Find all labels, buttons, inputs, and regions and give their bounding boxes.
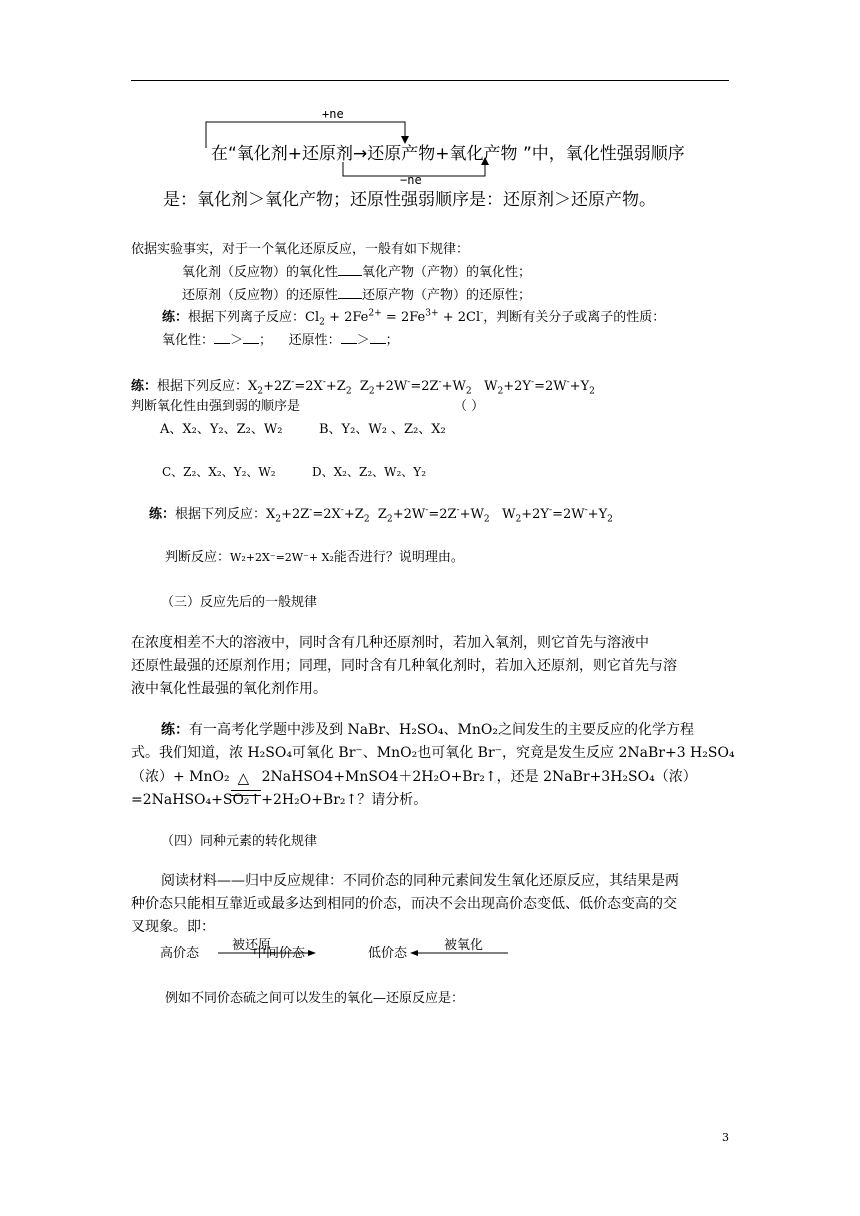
exercise-4-line-4: =2NaHSO₄+SO₂↑+2H₂O+Br₂↑？请分析。 (131, 792, 428, 808)
judge-suffix: 能否进行？说明理由。 (333, 550, 464, 565)
rule-b-post: 还原产物（产物）的还原性； (362, 288, 532, 303)
diagram-bottom-label: −ne (400, 173, 422, 187)
semicolon: ； (259, 333, 273, 348)
oxidizing-label: 氧化性： (162, 333, 215, 348)
exercise-2: 练：根据下列反应：$X_2+2Z^-=2X^-+Z_2$ $Z_2+2W^-=2Z^-+W_2$ $W_2+2Y^-=2W^-+Y_2$ (131, 377, 595, 397)
option-d: D、X₂、Z₂、W₂、Y₂ (312, 465, 427, 479)
exercise-label: 练： (161, 722, 189, 738)
reducing-label: 还原性： (288, 333, 341, 348)
high-valence-label: 高价态 (160, 946, 200, 961)
oxidized-label: 被氧化 (444, 938, 484, 953)
exercise-4-line-2: 式。我们知道，浓 H₂SO₄可氧化 Br⁻、MnO₂也可氧化 Br⁻，究竟是发生反应 2NaBr+3 H₂SO₄ (131, 745, 735, 761)
diagram-top-label: +ne (322, 107, 344, 121)
exercise-label: 练： (131, 379, 158, 394)
page-number: 3 (722, 1131, 729, 1144)
exercise-3: 练：根据下列反应：$X_2+2Z^-=2X^-+Z_2$ $Z_2+2W^-=2Z^-+W_2$ $W_2+2Y^-=2W^-+Y_2$ (149, 505, 613, 525)
section-3-line-2: 还原性最强的还原剂作用；同理，同时含有几种氧化剂时，若加入还原剂，则它首先与溶 (131, 658, 677, 674)
judge-equation: W₂+2X⁻=2W⁻+ X₂ (230, 551, 334, 564)
semicolon: ； (385, 333, 399, 348)
section-4-line-2: 种价态只能相互靠近或最多达到相同的价态，而决不会出现高价态变低、低价态变高的交 (131, 896, 677, 912)
gt-sign: ＞ (356, 333, 370, 348)
exercise-label: 练： (162, 310, 189, 325)
section-4-example: 例如不同价态硫之间可以发生的氧化—还原反应是： (165, 991, 465, 1006)
exercise-1: 练：根据下列离子反应：$Cl_2 + 2Fe^{2+} = 2Fe^{3+} + 2Cl^-$，判断有关分子或离子的性质： (162, 308, 666, 328)
exercise-4-products: 2NaHSO4+MnSO4＋2H₂O+Br₂↑，还是 2NaBr+3H₂SO₄（浓） (261, 769, 697, 785)
answer-paren: （ ） (454, 399, 485, 414)
section-4-line-3: 叉现象。即： (131, 919, 215, 935)
diagram-line-2: 是：氧化剂＞氧化产物；还原性强弱顺序是：还原剂＞还原产物。 (163, 190, 656, 210)
heat-icon: △ (237, 769, 250, 787)
exercise-1-text: 根据下列离子反应： (188, 310, 306, 325)
rule-b-pre: 还原剂（反应物）的还原性 (182, 288, 339, 303)
reduced-label: 被还原 (232, 938, 272, 953)
exercise-2-text: 根据下列反应： (157, 379, 249, 394)
section-4-line-1: 阅读材料——归中反应规律：不同价态的同种元素间发生氧化还原反应，其结果是两 (161, 873, 679, 889)
option-b: B、Y₂、W₂ 、Z₂、X₂ (319, 422, 446, 437)
exercise-4-text-1: 有一高考化学题中涉及到 NaBr、H₂SO₄、MnO₂之间发生的主要反应的化学方程 (189, 722, 694, 738)
low-valence-label: 低价态 (368, 946, 408, 961)
exercise-label: 练： (149, 507, 176, 522)
section-3-title: （三）反应先后的一般规律 (161, 595, 318, 610)
exercise-1-text-post: ，判断有关分子或离子的性质： (483, 310, 666, 325)
exercise-2-question: 判断氧化性由强到弱的顺序是 (131, 399, 301, 414)
middle-valence-label: 中间价态 (253, 946, 306, 961)
section-3-line-1: 在浓度相差不大的溶液中，同时含有几种还原剂时，若加入氧剂，则它首先与溶液中 (131, 635, 649, 651)
diagram-line-1: 在“氧化剂+还原剂→还原产物+氧化产物 ”中，氧化性强弱顺序 (211, 144, 685, 164)
option-a: A、X₂、Y₂、Z₂、W₂ (160, 422, 283, 437)
rule-intro: 依据实验事实，对于一个氧化还原反应，一般有如下规律： (131, 242, 470, 257)
option-c: C、Z₂、X₂、Y₂、W₂ (162, 465, 276, 479)
judge-prefix: 判断反应： (165, 550, 231, 565)
gt-sign: ＞ (230, 333, 244, 348)
rule-a-post: 氧化产物（产物）的氧化性； (362, 265, 532, 280)
exercise-4-reactants: （浓）+ MnO₂ (131, 769, 230, 785)
rule-a-pre: 氧化剂（反应物）的氧化性 (182, 265, 339, 280)
section-4-title: （四）同种元素的转化规律 (161, 834, 318, 849)
section-3-line-3: 液中氧化性最强的氧化剂作用。 (131, 681, 327, 697)
exercise-3-text: 根据下列反应： (175, 507, 267, 522)
